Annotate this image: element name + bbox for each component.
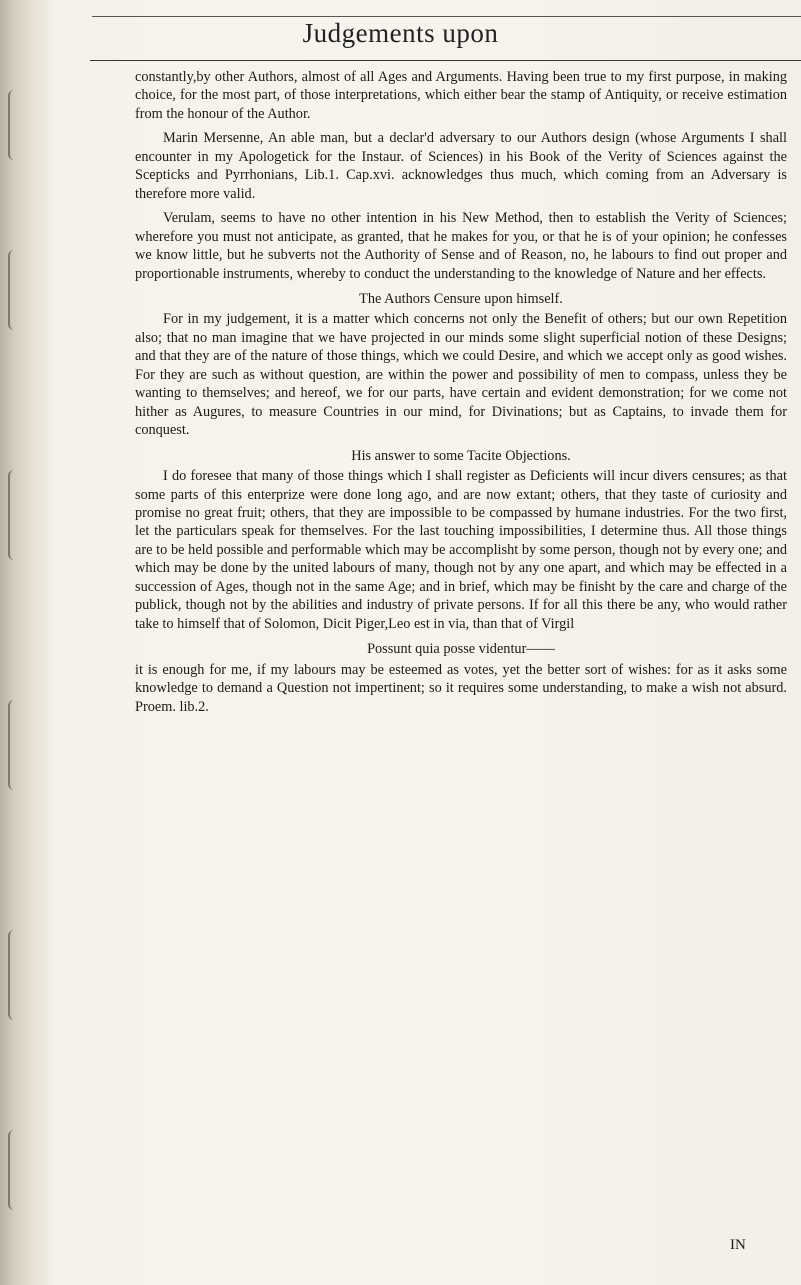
body-text — [135, 68, 787, 716]
section-heading-objections: His answer to some Tacite Objections. — [351, 447, 571, 464]
section-heading-censure: The Authors Censure upon himself. — [359, 290, 563, 307]
quotation-virgil: Possunt quia posse videntur—— — [367, 641, 555, 658]
paragraph-verulam: Verulam, seems to have no other intention in his New Method, then to establish the Verity of Sciences; wherefore you must not anticipate, as granted, that he makes for you, or that he is of your opinion; he confesses we know little, but he subverts not the Authority of Sense and of Reason, no, he labours to find out proper and proportionable instruments, whereby to conduct the understanding to the knowledge of Nature and her effects. — [135, 210, 787, 282]
binding-stitch — [8, 1130, 20, 1210]
top-rule — [92, 16, 801, 17]
head-rule — [90, 60, 801, 61]
binding-stitch — [8, 250, 20, 330]
binding-gutter — [0, 0, 52, 1285]
paragraph-continuation: constantly,by other Authors, almost of all Ages and Arguments. Having been true to my first purpose, in making choice, for the most part, of those interpretations, which either bear the stamp of Antiquity, or receive estimation from the honour of the Author. — [135, 69, 787, 122]
paragraph-foresee: I do foresee that many of those things which I shall register as Deficients will incur divers censures; as that some parts of this enterprize were done long ago, and are now extant; others, that they taste of curiosity and promise no great fruit; others, that they are impossible to be compassed by humane industries. For the two first, let the particulars speak for themselves. For the last touching impossibilities, I determine thus. All those things are to be held possible and performable which may be accomplisht by some person, though not by every one; and which may be done by the united labours of many, though not by any one apart, and which may be effected in a succession of Ages, though not in the same Age; and in brief, which may be finisht by the care and charge of the publick, though not by the abilities and industry of private persons. If for all this there be any, who would rather take to himself that of Solomon, Dicit Piger,Leo est in via, than that of Virgil — [135, 468, 787, 632]
binding-stitch — [8, 470, 20, 560]
paragraph-wishes: it is enough for me, if my labours may be esteemed as votes, yet the better sort of wishes: for as it asks some knowledge to demand a Question not impertinent; so it requires some understanding, to make a wish not absurd. Proem. lib.2. — [135, 661, 787, 715]
paragraph-mersenne: Marin Mersenne, An able man, but a declar'd adversary to our Authors design (whose Arguments I shall encounter in my Apologetick for the Instaur. of Sciences) in his Book of the Verity of Sciences against the Scepticks and Pyrrhonians, Lib.1. Cap.xvi. acknowledges thus much, which coming from an Adversary is therefore more valid. — [135, 130, 787, 202]
paragraph-judgement: For in my judgement, it is a matter which concerns not only the Benefit of others; but our own Repetition also; that no man imagine that we have projected in our minds some slight superficial notion of these Designs; and that they are of the nature of those things, which we could Desire, and which we accept only as good wishes. For they are such as without question, are within the power and possibility of men to compass, unless they be wanting to themselves; and hereof, we for our parts, have certain and evident demonstration; for we come not hither as Augures, to measure Countries in our mind, for Divinations; but as Captains, to invade them for conquest. — [135, 311, 787, 439]
catchword: IN — [730, 1237, 746, 1253]
running-head: Judgements upon — [302, 18, 499, 48]
binding-stitch — [8, 930, 20, 1020]
binding-stitch — [8, 700, 20, 790]
binding-stitch — [8, 90, 20, 160]
